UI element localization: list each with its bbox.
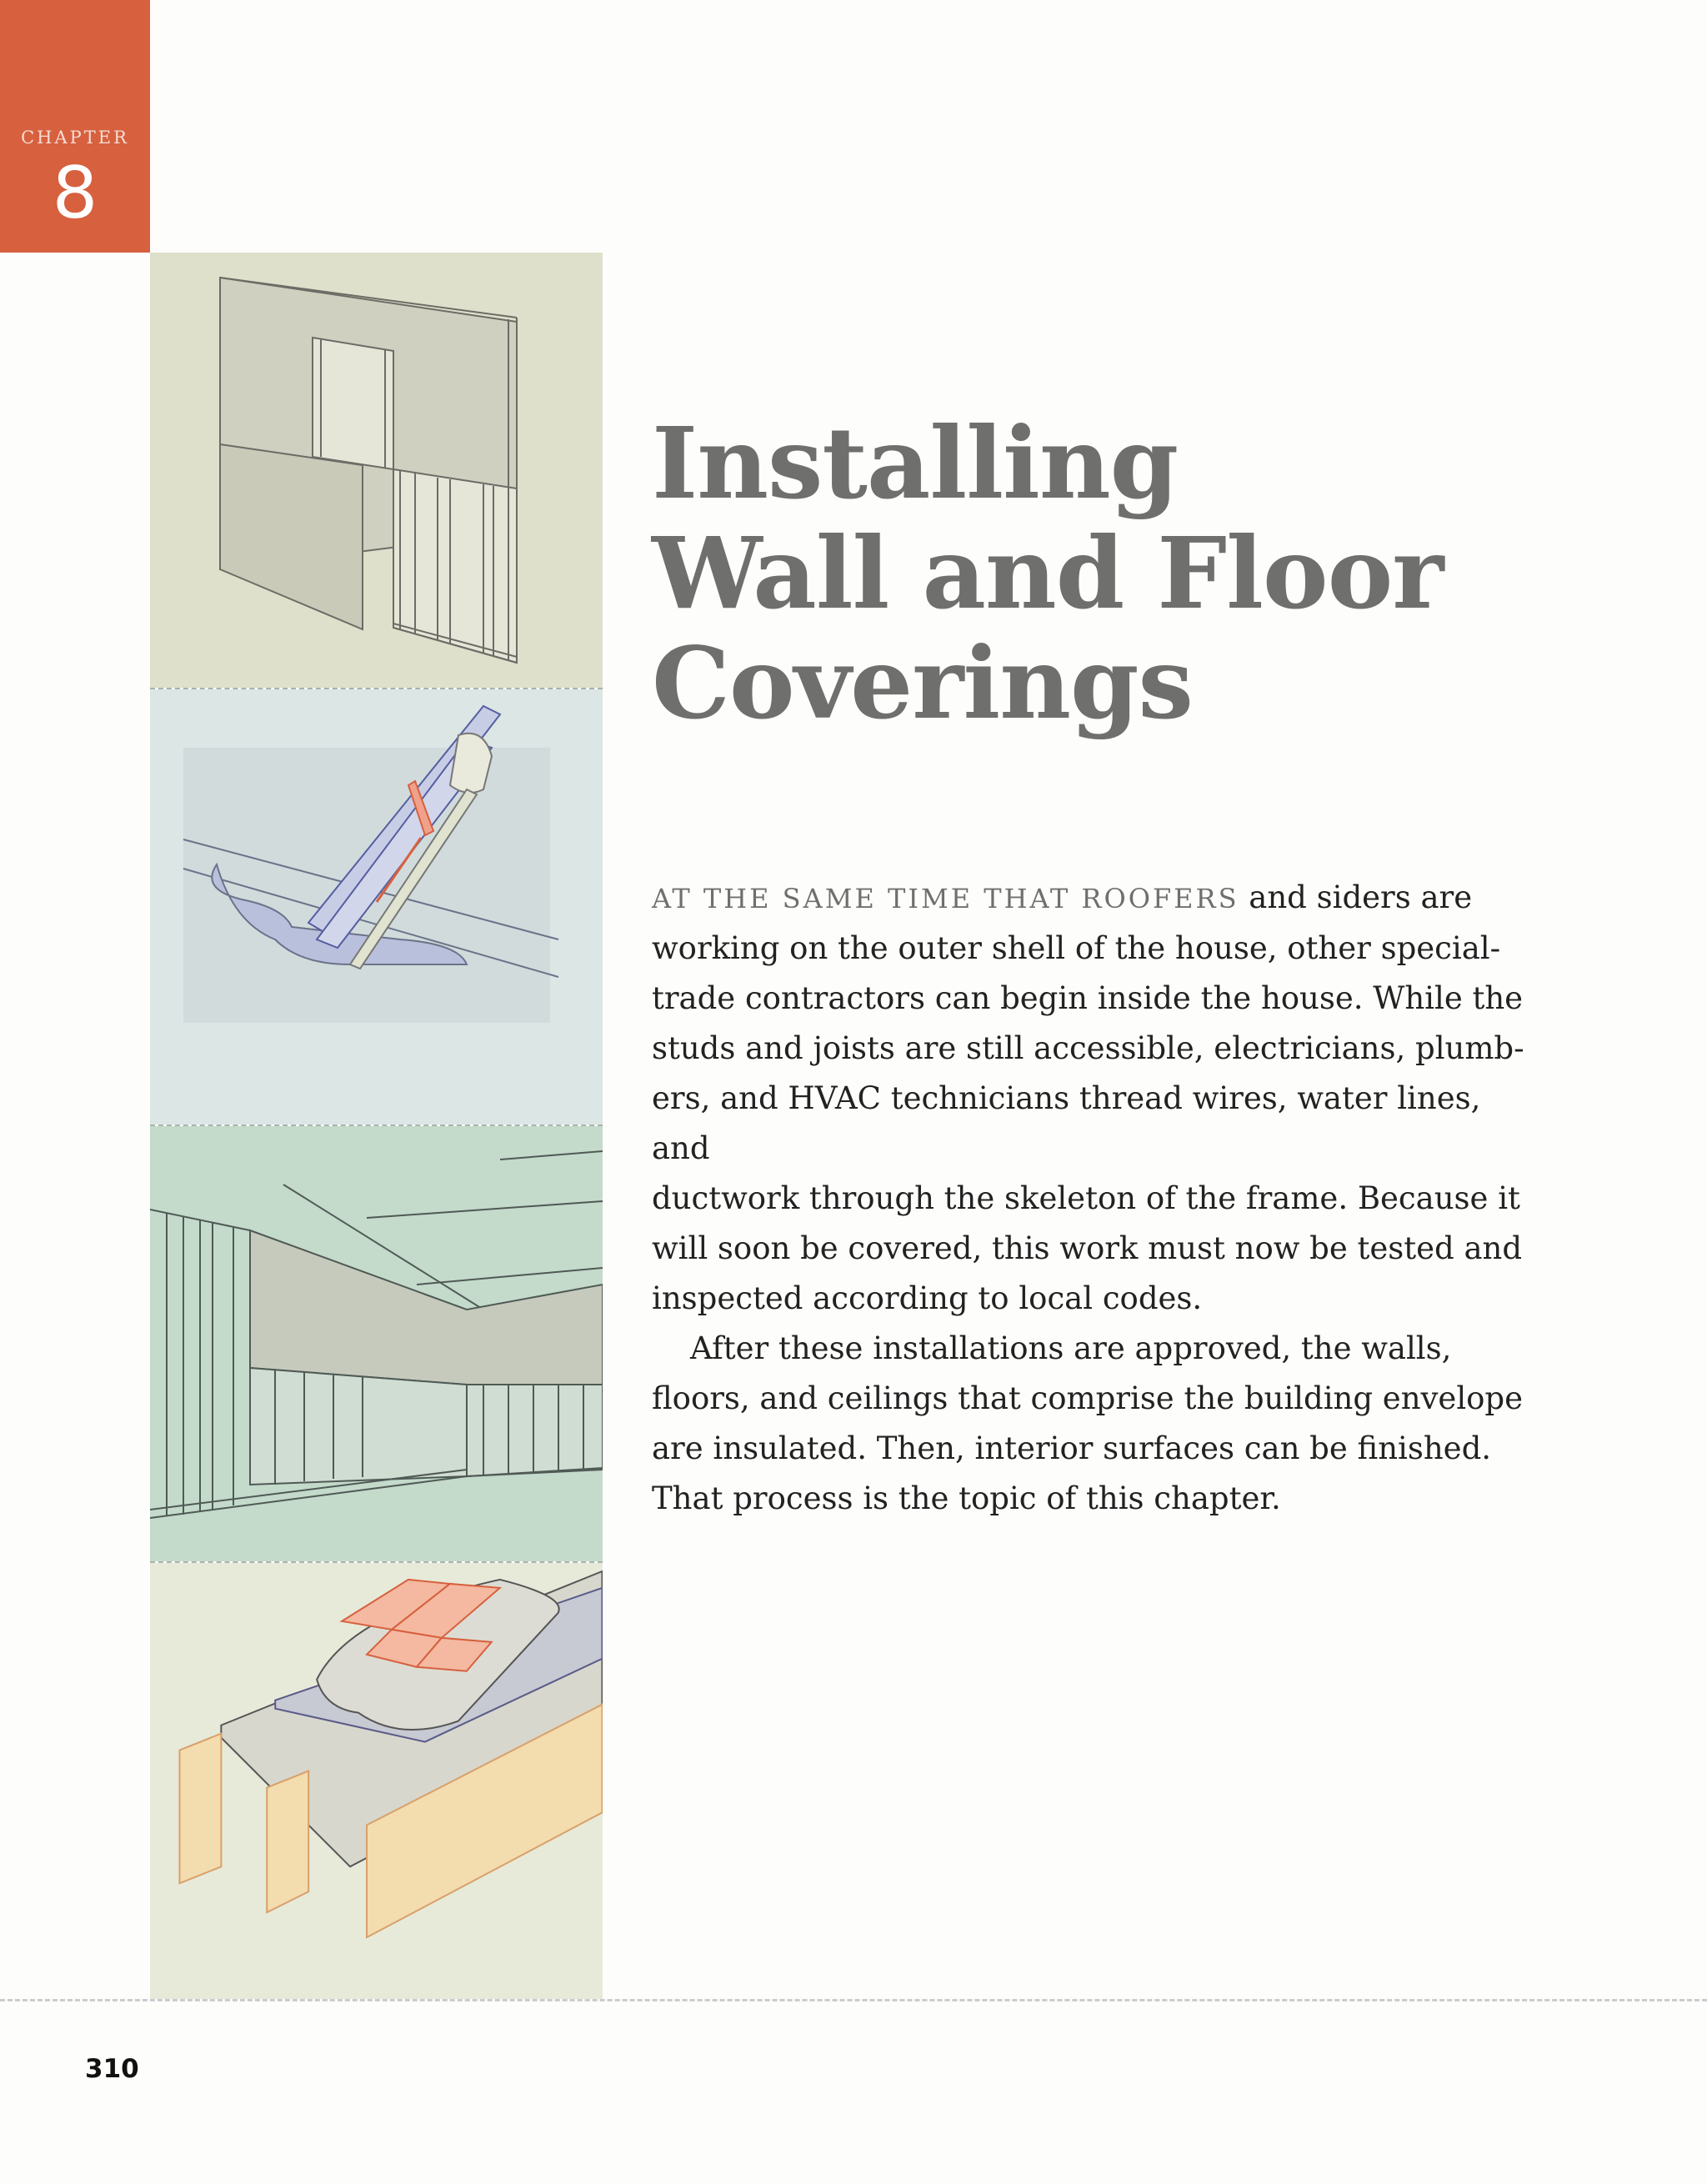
text-line: floors, and ceilings that comprise the building envelope [652,1380,1524,1416]
paragraph-1 [652,873,1527,1324]
title-line-3: Coverings [652,625,1193,741]
illustration-floor-tile [150,1563,603,1999]
text-line: are insulated. Then, interior surfaces can be finished. [652,1430,1492,1466]
title-line-2: Wall and Floor [652,515,1444,631]
text-line: trade contractors can begin inside the house. While the [652,980,1524,1016]
room-drywall-drawing [150,1126,603,1561]
text-line: After these installations are approved, the walls, [690,1330,1452,1366]
footer-rule [0,1999,1707,2001]
text-line: ers, and HVAC technicians thread wires, water lines, and [652,1080,1481,1166]
paragraph-2 [652,1324,1527,1524]
chapter-tab [0,0,150,253]
page-number: 310 [85,2054,139,2084]
text-line: inspected according to local codes. [652,1280,1203,1316]
illustration-drywall-cutting [150,689,603,1125]
illustration-column [150,253,603,1999]
drywall-cutting-drawing [150,689,603,1125]
chapter-number: 8 [52,152,98,235]
illustration-room-drywall [150,1126,603,1561]
text-line: ductwork through the skeleton of the frame. Because it [652,1180,1520,1216]
text-line: studs and joists are still accessible, electricians, plumb- [652,1030,1524,1066]
text-line: That process is the topic of this chapter. [652,1480,1281,1516]
wall-drywall-drawing [150,253,603,688]
body-text [652,873,1527,1524]
text-line: working on the outer shell of the house, other special- [652,930,1501,966]
text-line: will soon be covered, this work must now be tested and [652,1230,1523,1266]
chapter-label: CHAPTER [21,128,129,148]
title-line-1: Installing [652,405,1179,521]
chapter-title [652,405,1485,741]
lead-in: AT THE SAME TIME THAT ROOFERS [652,883,1239,914]
illustration-wall-drywall [150,253,603,688]
floor-tile-drawing [150,1563,603,1998]
text-line: and siders are [1239,879,1473,915]
